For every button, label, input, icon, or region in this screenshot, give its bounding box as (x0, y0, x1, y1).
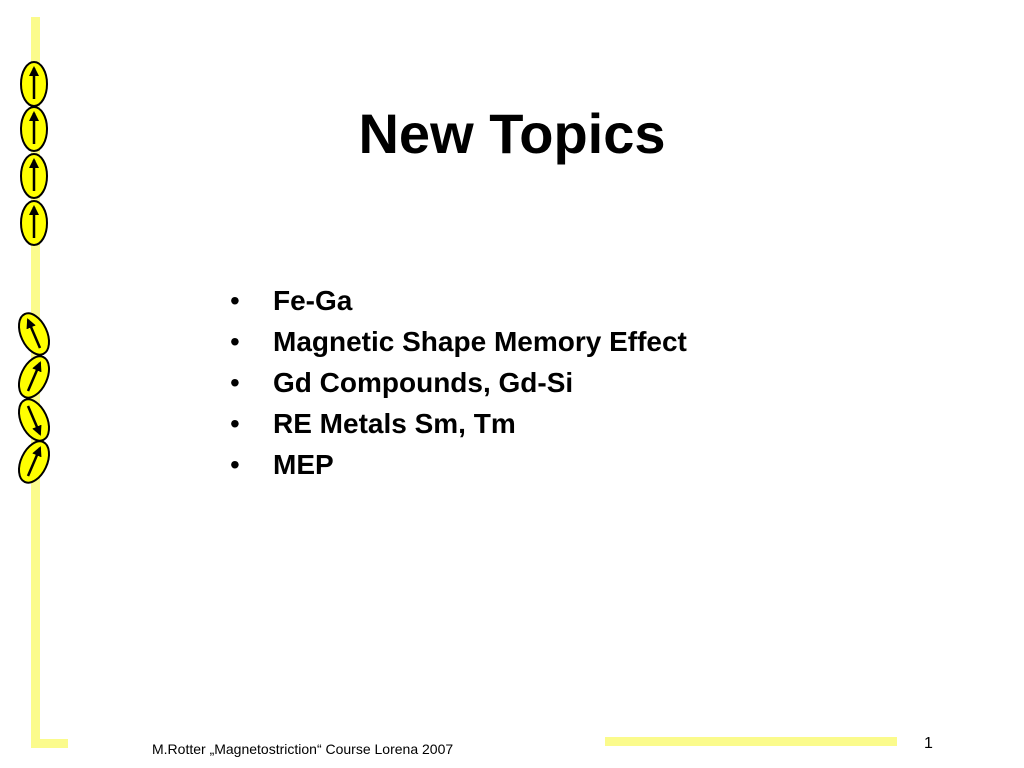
bullet-icon: • (230, 285, 240, 316)
arrow-up-icon (21, 201, 47, 245)
arrow-up-right-icon (13, 437, 55, 488)
bullet-icon: • (230, 367, 240, 398)
bullet-icon: • (230, 408, 240, 439)
footer-credit: M.Rotter „Magnetostriction“ Course Lorena 2007 (152, 741, 454, 757)
list-item (230, 321, 687, 362)
bottom-left-decorative-bar (31, 739, 68, 748)
list-item (230, 362, 687, 403)
bullet-icon: • (230, 449, 240, 480)
list-item (230, 280, 687, 321)
topic-label: Gd Compounds, Gd-Si (273, 367, 574, 398)
arrow-up-right-icon (13, 352, 55, 403)
page-number: 1 (924, 735, 933, 752)
topic-label: Magnetic Shape Memory Effect (273, 326, 687, 357)
spin-column (0, 0, 80, 500)
arrow-up-left-icon (13, 309, 55, 360)
arrow-down-right-icon (13, 395, 55, 446)
topic-label: Fe-Ga (273, 285, 353, 316)
topic-label: RE Metals Sm, Tm (273, 408, 516, 439)
list-item (230, 403, 687, 444)
bottom-right-decorative-bar (605, 737, 897, 746)
topic-label: MEP (273, 449, 334, 480)
topic-list (230, 280, 687, 485)
slide-title: New Topics (358, 102, 666, 165)
bullet-icon: • (230, 326, 240, 357)
list-item (230, 444, 687, 485)
